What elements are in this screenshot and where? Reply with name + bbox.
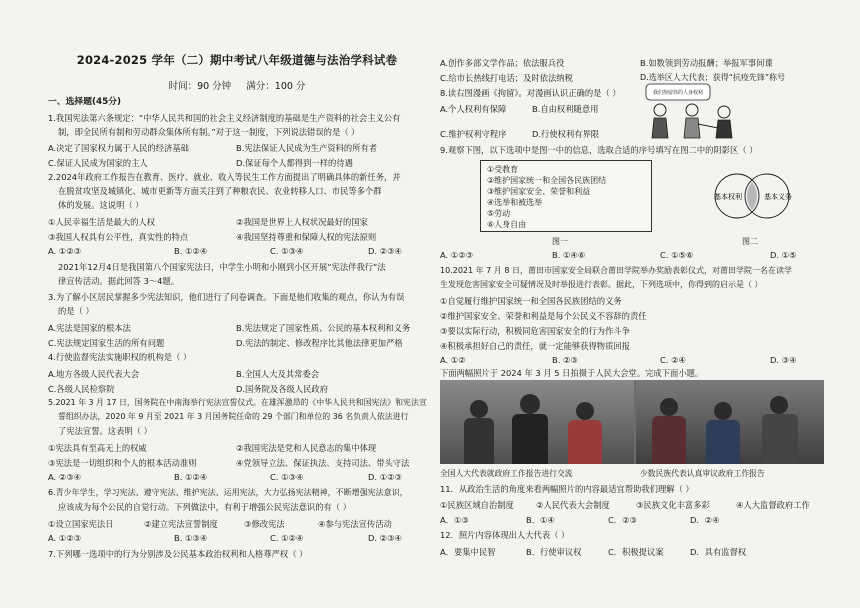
q10-stem-2: 生发现危害国家安全可疑情况及时举报进行表彰。据此，下列选项中，你得到的启示是（ ） xyxy=(440,280,763,289)
q12-option-c: C．积极提议案 xyxy=(608,547,664,557)
q7-option-a: A.创作多部文学作品；依法服兵役 xyxy=(440,58,565,68)
q9-figure-2-caption: 图二 xyxy=(742,237,758,246)
q5-option-b: B. ①②④ xyxy=(174,472,208,482)
q9-figure-1-caption: 图一 xyxy=(552,237,568,246)
q2-item-3: ③我国人权具有公平性，真实性的特点 xyxy=(48,232,189,242)
q5-stem-2: 誓组织办法，2020 年 9 月至 2021 年 3 月国务院任命的 29 个部门和单位的 36 名负责人依法进行 xyxy=(58,412,409,421)
q3-stem-2: 的是（ ） xyxy=(58,306,94,316)
q5-item-4: ④党领导立法、保证执法、支持司法、带头守法 xyxy=(236,458,410,468)
photo-caption-2: 少数民族代表认真审议政府工作报告 xyxy=(640,469,765,478)
q6-stem-2: 应该成为每个公民的自觉行动。下列做法中，有利于增强公民宪法意识的有（ ） xyxy=(58,502,352,512)
q2-item-2: ②我国是世界上人权状况最好的国家 xyxy=(236,217,368,227)
q6-item-1: ①设立国家宪法日 xyxy=(48,519,114,529)
q9-option-d: D. ①⑤ xyxy=(770,250,797,260)
q3-option-d: D.宪法的制定、修改程序比其他法律更加严格 xyxy=(236,338,403,348)
q7-stem: 7.下列哪一选项中的行为分别涉及公民基本政治权利和人格尊严权（ ） xyxy=(48,549,308,559)
q12-option-d: D．具有监督权 xyxy=(690,547,747,557)
q2-stem-2: 在脱贫攻坚及城镇化、城市更新等方面关注到了种粮农民、农业转移人口、市民等多个群 xyxy=(58,186,382,196)
q8-stem: 8.读右图漫画《拘留》。对漫画认识正确的是（ ） xyxy=(440,88,621,98)
q10-item-4: ④积极承担好自己的责任，就一定能够获得物质回报 xyxy=(440,341,630,351)
q7-option-c: C.给市长热线打电话；及时依法纳税 xyxy=(440,73,573,83)
q2-option-c: C. ①③④ xyxy=(270,246,304,256)
photo-delegates-exchange xyxy=(440,380,634,464)
photo-caption-1: 全国人大代表就政府工作报告进行交流 xyxy=(440,469,573,478)
q2-item-1: ①人民幸福生活是最大的人权 xyxy=(48,217,156,227)
q11-item-3: ③民族文化丰富多彩 xyxy=(636,500,710,510)
venn-left-label: 基本权利 xyxy=(714,193,742,201)
q12-option-a: A．要集中民智 xyxy=(440,547,496,557)
exam-title: 2024-2025 学年（二）期中考试八年级道德与法治学科试卷 xyxy=(76,53,398,67)
q10-option-a: A. ①② xyxy=(440,355,466,365)
exam-subtitle xyxy=(48,78,426,92)
q5-item-2: ②我国宪法是党和人民意志的集中体现 xyxy=(236,443,377,453)
q9-list-item: ⑤劳动 xyxy=(487,209,511,218)
q6-item-2: ②建立宪法宣誓制度 xyxy=(144,519,218,529)
q9-option-b: B. ①④⑥ xyxy=(552,250,586,260)
q10-option-c: C. ②④ xyxy=(660,355,686,365)
q10-item-3: ③要以实际行动，积极同危害国家安全的行为作斗争 xyxy=(440,326,630,336)
q9-venn-diagram xyxy=(682,172,822,220)
q11-option-b: B．①④ xyxy=(526,515,555,525)
q12-option-b: B．行使审议权 xyxy=(526,547,582,557)
left-column xyxy=(48,0,426,608)
q5-stem-1: 5.2021 年 3 月 17 日，国务院在中南海举行宪法宣誓仪式。在雄浑激昂的《中华人民共和国宪法》和宪法宣 xyxy=(48,398,427,407)
q8-option-d: D.行使权利有界限 xyxy=(532,129,600,139)
q1-stem-2: 制，即全民所有制和劳动群众集体所有制。”对于这一制度，下列说法错误的是（ ） xyxy=(58,127,360,137)
q9-list-item: ②维护国家统一和全国各民族团结 xyxy=(487,176,607,185)
q1-stem-1: 1.我国宪法第六条规定：“中华人民共和国的社会主义经济制度的基础是生产资料的社会主义公有 xyxy=(48,113,401,123)
q8-option-b: B.自由权利随意用 xyxy=(532,104,599,114)
q5-option-d: D. ①②③ xyxy=(368,472,402,482)
q4-option-a: A.地方各级人民代表大会 xyxy=(48,369,140,379)
intro-11-12: 下面两幅照片于 2024 年 3 月 5 日拍摄于人民大会堂。完成下面小题。 xyxy=(440,368,704,378)
q4-option-d: D.国务院及各级人民政府 xyxy=(236,384,328,394)
q8-option-c: C.维护权利守程序 xyxy=(440,129,507,139)
q3-option-b: B.宪法规定了国家性质、公民的基本权利和义务 xyxy=(236,323,411,333)
q10-item-2: ②维护国家安全、荣誉和利益是每个公民义不容辞的责任 xyxy=(440,311,647,321)
q2-option-a: A. ①②③ xyxy=(48,246,82,256)
q4-option-b: B.全国人大及其常委会 xyxy=(236,369,320,379)
q1-option-c: C.保证人民成为国家的主人 xyxy=(48,158,148,168)
q11-option-c: C．②③ xyxy=(608,515,637,525)
q6-option-c: C. ①②④ xyxy=(270,533,304,543)
q11-option-a: A．①③ xyxy=(440,515,469,525)
section-heading: 一、选择题(45分) xyxy=(48,97,122,107)
q7-option-b: B.如数领到劳动报酬；举报军事间谍 xyxy=(640,58,773,68)
exam-time: 时间：90 分钟 xyxy=(168,81,232,92)
q10-item-1: ①自觉履行维护国家统一和全国各民族团结的义务 xyxy=(440,296,622,306)
q3-option-c: C.宪法规定国家生活的所有问题 xyxy=(48,338,165,348)
q8-option-a: A.个人权利有保障 xyxy=(440,104,507,114)
venn-right-label: 基本义务 xyxy=(764,193,792,201)
q11-item-1: ①民族区域自治制度 xyxy=(440,500,514,510)
q2-item-4: ④我国坚持尊重和保障人权的宪法原则 xyxy=(236,232,377,242)
q2-option-d: D. ②③④ xyxy=(368,246,402,256)
npc-photos xyxy=(440,380,824,464)
q6-option-a: A. ①②③ xyxy=(48,533,82,543)
q6-item-4: ④参与宪法宣传活动 xyxy=(318,519,392,529)
q9-list-item: ⑥人身自由 xyxy=(487,220,527,229)
q3-option-a: A.宪法是国家的根本法 xyxy=(48,323,131,333)
q11-option-d: D．②④ xyxy=(690,515,720,525)
q5-item-3: ③宪法是一切组织和个人的根本活动准则 xyxy=(48,458,197,468)
q2-stem-3: 体的发展。这说明（ ） xyxy=(58,200,144,210)
q4-option-c: C.各级人民检察院 xyxy=(48,384,115,394)
q1-option-b: B.宪法保证人民成为生产资料的所有者 xyxy=(236,143,378,153)
q2-stem-1: 2.2024年政府工作报告在教育、医疗、就业、收入等民生工作方面提出了明确具体的新任务，并 xyxy=(48,172,401,182)
intro-3-4-line-1: 2021年12月4日是我国第八个国家宪法日，中学生小明和小刚到小区开展“宪法伴我行”法 xyxy=(58,262,386,272)
q10-option-d: D. ③④ xyxy=(770,355,797,365)
q10-option-b: B. ②③ xyxy=(552,355,578,365)
q9-figure-1-list xyxy=(480,160,652,232)
q6-stem-1: 6.青少年学生，学习宪法、遵守宪法、维护宪法、运用宪法，大力弘扬宪法精神，不断增强宪法意识， xyxy=(48,488,408,497)
q3-stem-1: 3.为了解小区居民掌握多少宪法知识，他们进行了问卷调查。下面是他们收集的观点，你认为有误 xyxy=(48,292,405,302)
photo-minority-delegates xyxy=(636,380,824,464)
right-column xyxy=(440,0,824,608)
q5-stem-3: 了宪法宣誓。这表明（ ） xyxy=(58,426,152,436)
q7-option-d: D.选举区人大代表；获得“抗疫先锋”称号 xyxy=(640,73,785,82)
q9-list-item: ④选举和被选举 xyxy=(487,198,543,207)
q5-option-c: C. ①③④ xyxy=(270,472,304,482)
intro-3-4-line-2: 律宣传活动。据此回答 3～4题。 xyxy=(58,276,180,286)
q11-stem: 11．从政治生活的角度来看两幅照片的内容最适宜帮助我们理解（ ） xyxy=(440,484,694,494)
detention-cartoon xyxy=(638,82,748,142)
q5-option-a: A. ②③④ xyxy=(48,472,82,482)
q5-item-1: ①宪法具有至高无上的权威 xyxy=(48,443,147,453)
q9-option-c: C. ①⑤⑥ xyxy=(660,250,694,260)
q4-stem: 4.行使监督宪法实施职权的机构是（ ） xyxy=(48,352,192,362)
q2-option-b: B. ①②④ xyxy=(174,246,208,256)
q9-stem: 9.观察下图，以下选项中是图一中的信息，选取合适的序号填写在图二中的阴影区（ ） xyxy=(440,145,758,155)
q6-option-b: B. ①③④ xyxy=(174,533,208,543)
q11-item-2: ②人民代表大会制度 xyxy=(536,500,610,510)
q12-stem: 12．照片内容体现出人大代表（ ） xyxy=(440,530,570,540)
q9-list-item: ③维护国家安全、荣誉和利益 xyxy=(487,187,591,196)
q9-list-item: ①受教育 xyxy=(487,165,519,174)
q1-option-d: D.保证每个人都得到一样的待遇 xyxy=(236,158,353,168)
q6-option-d: D. ②③④ xyxy=(368,533,402,543)
q11-item-4: ④人大监督政府工作 xyxy=(736,500,810,510)
exam-score: 满分：100 分 xyxy=(246,81,306,92)
q6-item-3: ③修改宪法 xyxy=(244,519,285,529)
q10-stem-1: 10.2021 年 7 月 8 日，莆田市国家安全局联合莆田学院举办奖励表彰仪式，对莆田学院一名在读学 xyxy=(440,266,792,275)
q9-option-a: A. ①②③ xyxy=(440,250,474,260)
q1-option-a: A.决定了国家权力属于人民的经济基础 xyxy=(48,143,189,153)
cartoon-speech-bubble: 我们拘留你的人身权利 xyxy=(652,90,704,96)
